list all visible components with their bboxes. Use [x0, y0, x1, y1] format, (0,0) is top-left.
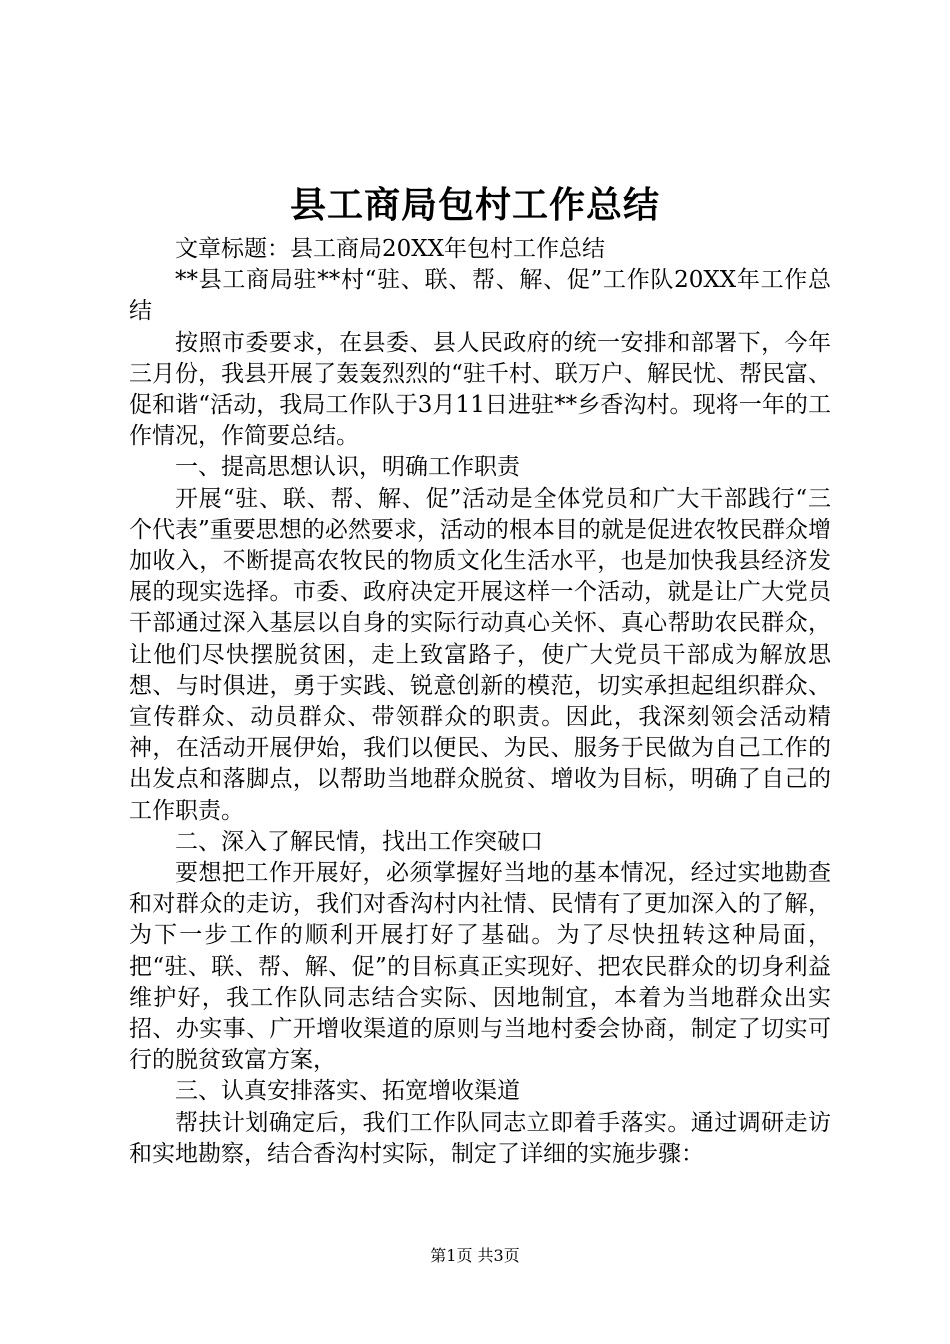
report-heading: **县工商局驻**村“驻、联、帮、解、促”工作队20XX年工作总结 — [129, 267, 831, 325]
section-paragraph-1: 开展“驻、联、帮、解、促”活动是全体党员和广大干部践行“三个代表”重要思想的必然要求，活动的根本目的就是促进农牧民群众增加收入，不断提高农牧民的物质文化生活水平，也是加快我县经济发展的现实选择。市委、政府决定开展这样一个活动，就是让广大党员干部通过深入基层以自身的实际行动真心关怀、真心帮助农民群众，让他们尽快摆脱贫困，走上致富路子，使广大党员干部成为解放思想、与时俱进，勇于实践、锐意创新的模范，切实承担起组织群众、宣传群众、动员群众、带领群众的职责。因此，我深刻领会活动精神，在活动开展伊始，我们以便民、为民、服务于民做为自己工作的出发点和落脚点，以帮助当地群众脱贫、增收为目标，明确了自己的工作职责。 — [129, 485, 831, 824]
page-number-footer: 第1页 共3页 — [430, 1246, 520, 1265]
section-paragraph-2: 要想把工作开展好，必须掌握好当地的基本情况，经过实地勘查和对群众的走访，我们对香沟村内社情、民情有了更加深入的了解，为下一步工作的顺利开展打好了基础。为了尽快扭转这种局面，把“驻、联、帮、解、促”的目标真正实现好、把农民群众的切身利益维护好，我工作队同志结合实际、因地制宜，本着为当地群众出实招、办实事、广开增收渠道的原则与当地村委会协商，制定了切实可行的脱贫致富方案， — [129, 860, 831, 1074]
document-body — [129, 234, 831, 1170]
section-paragraph-3: 帮扶计划确定后，我们工作队同志立即着手落实。通过调研走访和实地勘察，结合香沟村实际，制定了详细的实施步骤： — [129, 1109, 831, 1167]
section-heading-3: 三、认真安排落实、拓宽增收渠道 — [175, 1078, 520, 1105]
document-title: 县工商局包村工作总结 — [289, 185, 660, 226]
intro-paragraph: 按照市委要求，在县委、县人民政府的统一安排和部署下，今年三月份，我县开展了轰轰烈烈的“驻千村、联万户、解民忧、帮民富、促和谐“活动，我局工作队于3月11日进驻**乡香沟村。现将一年的工作情况，作简要总结。 — [129, 329, 831, 450]
article-title-line: 文章标题：县工商局20XX年包村工作总结 — [175, 236, 606, 262]
section-heading-1: 一、提高思想认识，明确工作职责 — [175, 454, 520, 481]
section-heading-2: 二、深入了解民情，找出工作突破口 — [175, 828, 543, 855]
